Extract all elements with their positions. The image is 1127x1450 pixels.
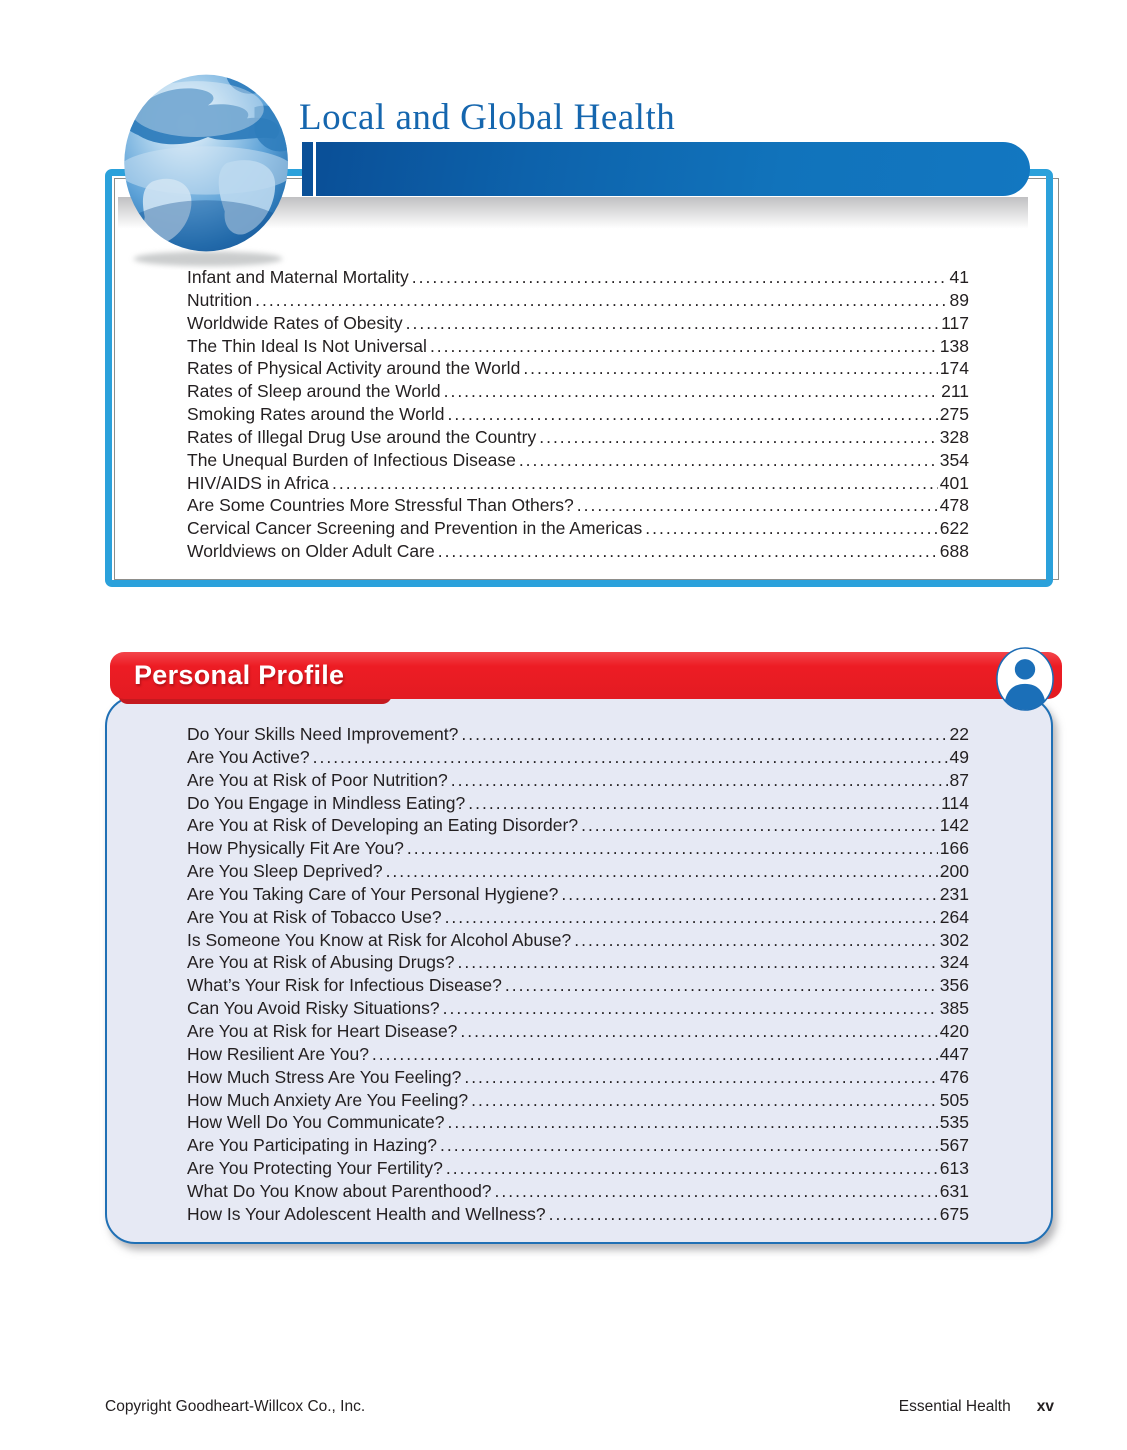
toc-entry-label: Are You at Risk of Abusing Drugs?	[187, 952, 455, 973]
toc-entry	[187, 997, 969, 1020]
toc-entry-label: Can You Avoid Risky Situations?	[187, 998, 440, 1019]
toc-entry-label: Are You Protecting Your Fertility?	[187, 1158, 443, 1179]
toc-entry	[187, 951, 969, 974]
toc-entry	[187, 1157, 969, 1180]
toc-entry-page-number: 302	[939, 929, 969, 950]
toc-entry-label: How Much Stress Are You Feeling?	[187, 1066, 462, 1087]
toc-entry-page-number: 211	[941, 381, 969, 402]
dot-leader	[519, 449, 938, 472]
book-title: Essential Health	[898, 1398, 1011, 1415]
toc-entry-page-number: 401	[939, 472, 969, 493]
toc-entry-label: How Much Anxiety Are You Feeling?	[187, 1089, 469, 1110]
toc-entry-label: Smoking Rates around the World	[187, 404, 445, 425]
dot-leader	[430, 335, 938, 358]
blue-banner-notch	[302, 142, 313, 196]
toc-entry-label: The Unequal Burden of Infectious Disease	[187, 449, 516, 470]
toc-entry	[187, 1203, 969, 1226]
dot-leader	[438, 540, 938, 563]
toc-entry-label: What’s Your Risk for Infectious Disease?	[187, 975, 502, 996]
dot-leader	[577, 494, 938, 517]
toc-entry-page-number: 22	[949, 724, 969, 744]
toc-entry-page-number: 420	[939, 1020, 969, 1041]
dot-leader	[574, 929, 938, 952]
toc-entry-page-number: 138	[939, 335, 969, 356]
toc-entry	[187, 1089, 969, 1112]
dot-leader	[443, 997, 938, 1020]
toc-entry	[187, 540, 969, 563]
dot-leader	[495, 1180, 938, 1203]
toc-entry-label: Rates of Illegal Drug Use around the Country	[187, 426, 537, 447]
toc-entry-page-number: 174	[939, 358, 969, 379]
dot-leader	[386, 860, 938, 883]
toc-entry-page-number: 142	[939, 815, 969, 836]
toc-entry	[187, 517, 969, 540]
person-icon	[994, 645, 1056, 713]
toc-entry-label: What Do You Know about Parenthood?	[187, 1180, 492, 1201]
dot-leader	[460, 1020, 937, 1043]
toc-entry-label: Do Your Skills Need Improvement?	[187, 724, 459, 744]
toc-entry-page-number: 356	[939, 975, 969, 996]
toc-entry-label: Rates of Sleep around the World	[187, 381, 441, 402]
dot-leader	[458, 951, 938, 974]
toc-entry-page-number: 324	[939, 952, 969, 973]
toc-entry-label: Are You Taking Care of Your Personal Hygiene?	[187, 883, 559, 904]
personal-profile-list	[187, 723, 969, 1226]
dot-leader	[451, 769, 948, 792]
dot-leader	[645, 517, 938, 540]
local-global-health-list	[187, 266, 969, 563]
dot-leader	[471, 1089, 938, 1112]
toc-entry-label: Are You Active?	[187, 746, 310, 767]
toc-entry	[187, 814, 969, 837]
toc-entry-label: The Thin Ideal Is Not Universal	[187, 335, 427, 356]
globe-icon	[115, 70, 301, 270]
toc-entry	[187, 723, 969, 746]
dot-leader	[539, 426, 938, 449]
toc-entry-page-number: 675	[939, 1203, 969, 1224]
copyright-text: Copyright Goodheart-Willcox Co., Inc.	[105, 1398, 366, 1415]
toc-entry-page-number: 476	[939, 1066, 969, 1087]
toc-entry	[187, 289, 969, 312]
toc-entry	[187, 1043, 969, 1066]
toc-entry	[187, 769, 969, 792]
dot-leader	[446, 1157, 938, 1180]
toc-entry-label: Cervical Cancer Screening and Prevention in the Americas	[187, 518, 643, 539]
toc-entry-page-number: 166	[939, 838, 969, 859]
toc-entry	[187, 974, 969, 997]
dot-leader	[444, 380, 940, 403]
toc-entry-label: Are You at Risk of Tobacco Use?	[187, 906, 442, 927]
toc-entry-page-number: 688	[939, 541, 969, 562]
dot-leader	[255, 289, 947, 312]
toc-entry-page-number: 505	[939, 1089, 969, 1110]
section-title-personal-profile: Personal Profile	[134, 660, 345, 690]
dot-leader	[461, 723, 947, 746]
toc-entry-page-number: 231	[939, 883, 969, 904]
toc-entry-label: Rates of Physical Activity around the World	[187, 358, 521, 379]
toc-entry-label: How Well Do You Communicate?	[187, 1112, 445, 1133]
toc-entry	[187, 266, 969, 289]
dot-leader	[332, 472, 938, 495]
dot-leader	[505, 974, 938, 997]
toc-entry-label: Are You at Risk for Heart Disease?	[187, 1020, 458, 1041]
toc-entry-page-number: 328	[939, 426, 969, 447]
toc-entry	[187, 837, 969, 860]
dot-leader	[406, 312, 939, 335]
toc-entry	[187, 357, 969, 380]
toc-entry-page-number: 631	[939, 1180, 969, 1201]
footer-right-group	[899, 1398, 1054, 1416]
dot-leader	[523, 357, 937, 380]
toc-entry	[187, 1134, 969, 1157]
dot-leader	[372, 1043, 938, 1066]
toc-entry-page-number: 200	[939, 861, 969, 882]
toc-entry	[187, 380, 969, 403]
toc-entry	[187, 403, 969, 426]
toc-entry-page-number: 117	[941, 312, 969, 333]
toc-entry-page-number: 114	[941, 792, 969, 813]
toc-entry	[187, 335, 969, 358]
blue-banner	[313, 142, 1030, 196]
toc-entry-label: Are You at Risk of Developing an Eating Disorder?	[187, 815, 579, 836]
toc-entry-label: Worldwide Rates of Obesity	[187, 312, 403, 333]
toc-entry-page-number: 447	[939, 1043, 969, 1064]
toc-entry	[187, 906, 969, 929]
toc-entry-page-number: 613	[939, 1158, 969, 1179]
toc-entry-page-number: 275	[939, 404, 969, 425]
toc-entry-page-number: 87	[949, 769, 969, 790]
dot-leader	[445, 906, 938, 929]
folio-page-number: xv	[1036, 1398, 1054, 1415]
dot-leader	[412, 266, 948, 289]
toc-entry-page-number: 41	[949, 267, 969, 287]
toc-entry-label: Are You Sleep Deprived?	[187, 861, 383, 882]
toc-entry	[187, 929, 969, 952]
toc-entry-page-number: 478	[939, 495, 969, 516]
toc-entry	[187, 426, 969, 449]
toc-entry-label: Are You at Risk of Poor Nutrition?	[187, 769, 448, 790]
toc-entry	[187, 472, 969, 495]
toc-entry-label: Nutrition	[187, 289, 253, 310]
toc-entry-page-number: 89	[949, 289, 969, 310]
toc-entry-page-number: 354	[939, 449, 969, 470]
toc-entry-label: Are You Participating in Hazing?	[187, 1135, 438, 1156]
dot-leader	[468, 792, 939, 815]
toc-entry	[187, 312, 969, 335]
toc-entry-page-number: 622	[939, 518, 969, 539]
toc-entry-label: How Is Your Adolescent Health and Wellness?	[187, 1203, 546, 1224]
toc-entry	[187, 449, 969, 472]
toc-entry	[187, 746, 969, 769]
toc-entry-label: Is Someone You Know at Risk for Alcohol Abuse?	[187, 929, 572, 950]
toc-entry-page-number: 49	[949, 746, 969, 767]
toc-entry-label: How Resilient Are You?	[187, 1043, 369, 1064]
toc-entry	[187, 1111, 969, 1134]
section-title-local-global-health: Local and Global Health	[299, 97, 676, 138]
dot-leader	[440, 1134, 938, 1157]
dot-leader	[313, 746, 948, 769]
dot-leader	[447, 1111, 937, 1134]
toc-entry-page-number: 567	[939, 1135, 969, 1156]
dot-leader	[549, 1203, 938, 1226]
toc-entry-label: Worldviews on Older Adult Care	[187, 541, 435, 562]
toc-entry	[187, 1180, 969, 1203]
toc-entry-label: Are Some Countries More Stressful Than Others?	[187, 495, 574, 516]
toc-entry-label: Infant and Maternal Mortality	[187, 267, 409, 287]
toc-entry	[187, 1020, 969, 1043]
toc-entry-label: How Physically Fit Are You?	[187, 838, 404, 859]
toc-entry-page-number: 264	[939, 906, 969, 927]
toc-entry-page-number: 535	[939, 1112, 969, 1133]
toc-entry	[187, 792, 969, 815]
toc-entry-page-number: 385	[939, 998, 969, 1019]
toc-entry	[187, 860, 969, 883]
dot-leader	[581, 814, 938, 837]
toc-entry	[187, 1066, 969, 1089]
dot-leader	[407, 837, 938, 860]
dot-leader	[464, 1066, 937, 1089]
dot-leader	[447, 403, 937, 426]
toc-entry-label: Do You Engage in Mindless Eating?	[187, 792, 466, 813]
toc-entry	[187, 883, 969, 906]
toc-entry	[187, 494, 969, 517]
red-banner	[110, 652, 1062, 699]
dot-leader	[561, 883, 937, 906]
toc-entry-label: HIV/AIDS in Africa	[187, 472, 329, 493]
